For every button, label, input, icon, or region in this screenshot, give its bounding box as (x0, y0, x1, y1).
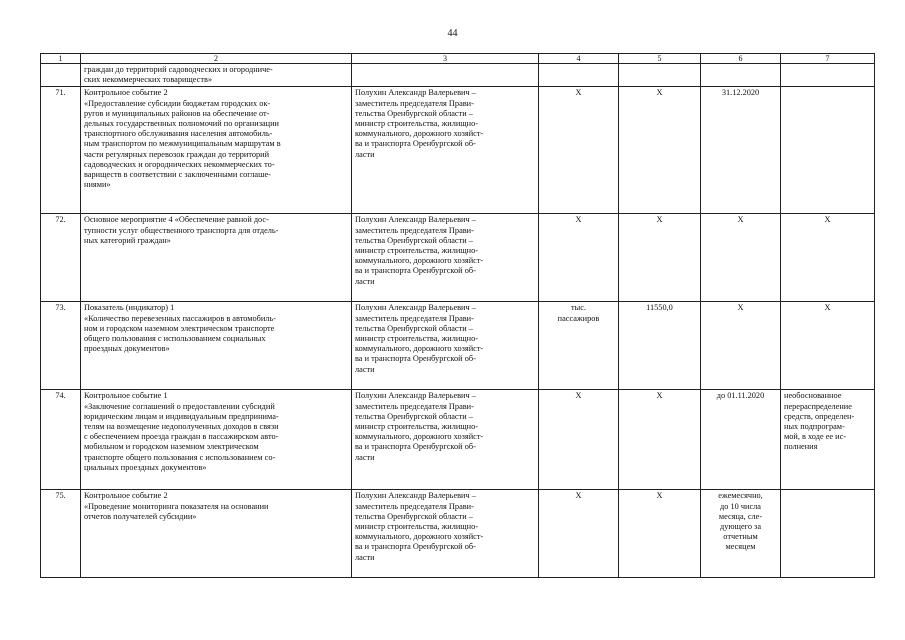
row-risk (781, 490, 875, 578)
row-number: 74. (41, 390, 81, 490)
row-value: Х (619, 390, 701, 490)
row-unit: тыс. пассажиров (539, 302, 619, 390)
row-responsible: Полухин Александр Валерьевич – заместитель председателя Прави- тельства Оренбургской области – министр строительства, жилищно- коммунального, дорожного хозяйст- ва и транспорта Оренбургской об- ласти (352, 490, 539, 578)
row-deadline: ежемесячно, до 10 числа месяца, сле- дующего за отчетным месяцем (701, 490, 781, 578)
table-row (41, 490, 875, 578)
row-description: Показатель (индикатор) 1 «Количество перевезенных пассажиров в автомобиль- ном и городском наземном электрическом транспорте общего пользования с использованием социальных проездных документов» (81, 302, 352, 390)
row-risk: Х (781, 214, 875, 302)
column-header: 4 (539, 54, 619, 64)
row-unit: Х (539, 490, 619, 578)
row-unit: Х (539, 390, 619, 490)
row-description: Основное мероприятие 4 «Обеспечение равной дос- тупности услуг общественного транспорта для отдель- ных категорий граждан» (81, 214, 352, 302)
column-header: 7 (781, 54, 875, 64)
page-number: 44 (447, 28, 458, 39)
table-row (41, 302, 875, 390)
column-header: 5 (619, 54, 701, 64)
row-deadline: Х (701, 214, 781, 302)
row-description: Контрольное событие 1 «Заключение соглашений о предоставлении субсидий юридическим лицам и индивидуальным предпринима- телям на возмещение недополученных доходов в связи с обеспечением проезда граждан в пассажирском авто- мобильном и городском наземном электрическом транспорте общего пользования с использованием со- циальных проездных документов» (81, 390, 352, 490)
table-row (41, 214, 875, 302)
row-description: Контрольное событие 2 «Предоставление субсидии бюджетам городских ок- ругов и муниципальных районов на обеспечение от- дельных государственных полномочий по организации транспортного обслуживания населения автомобиль- ным транспортом по межмуниципальным маршрутам в части регулярных перевозок граждан до территорий садоводческих и огороднических некоммерческих то- вариществ в соответствии с заключенными соглаше- ниями» (81, 87, 352, 214)
row-unit: Х (539, 87, 619, 214)
continuation-text: граждан до территорий садоводческих и огородниче- ских некоммерческих товариществ» (81, 64, 352, 87)
row-value: 11550,0 (619, 302, 701, 390)
continuation-row (41, 64, 875, 87)
row-risk: Х (781, 302, 875, 390)
row-responsible: Полухин Александр Валерьевич – заместитель председателя Прави- тельства Оренбургской области – министр строительства, жилищно- коммунального, дорожного хозяйст- ва и транспорта Оренбургской об- ласти (352, 214, 539, 302)
row-value: Х (619, 490, 701, 578)
column-header: 2 (81, 54, 352, 64)
row-risk (781, 87, 875, 214)
row-responsible: Полухин Александр Валерьевич – заместитель председателя Прави- тельства Оренбургской области – министр строительства, жилищно- коммунального, дорожного хозяйст- ва и транспорта Оренбургской об- ласти (352, 390, 539, 490)
column-header: 3 (352, 54, 539, 64)
program-table (40, 53, 875, 578)
row-number: 71. (41, 87, 81, 214)
row-value: Х (619, 214, 701, 302)
column-header: 6 (701, 54, 781, 64)
row-deadline: до 01.11.2020 (701, 390, 781, 490)
row-number: 75. (41, 490, 81, 578)
row-responsible: Полухин Александр Валерьевич – заместитель председателя Прави- тельства Оренбургской области – министр строительства, жилищно- коммунального, дорожного хозяйст- ва и транспорта Оренбургской об- ласти (352, 87, 539, 214)
row-responsible: Полухин Александр Валерьевич – заместитель председателя Прави- тельства Оренбургской области – министр строительства, жилищно- коммунального, дорожного хозяйст- ва и транспорта Оренбургской об- ласти (352, 302, 539, 390)
table-row (41, 390, 875, 490)
row-number: 72. (41, 214, 81, 302)
row-value: Х (619, 87, 701, 214)
row-risk: необоснованное перераспределение средств, определен- ных подпрограм- мой, в ходе ее ис- полнения (781, 390, 875, 490)
row-description: Контрольное событие 2 «Проведение мониторинга показателя на основании отчетов получателей субсидии» (81, 490, 352, 578)
row-deadline: Х (701, 302, 781, 390)
row-deadline: 31.12.2020 (701, 87, 781, 214)
row-number: 73. (41, 302, 81, 390)
table-row (41, 87, 875, 214)
column-header: 1 (41, 54, 81, 64)
header-row (41, 54, 875, 64)
row-unit: Х (539, 214, 619, 302)
